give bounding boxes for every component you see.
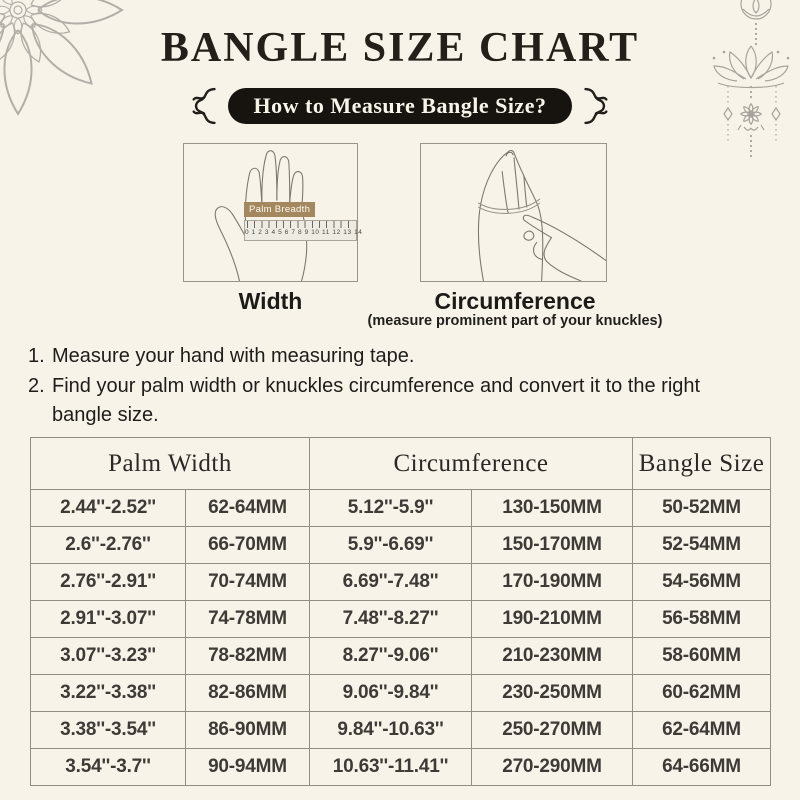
header-bangle-size: Bangle Size [633, 438, 771, 490]
table-row [31, 712, 771, 749]
table-cell: 3.22''-3.38'' [31, 675, 186, 712]
palm-breadth-tag: Palm Breadth [244, 202, 315, 217]
table-cell: 64-66MM [633, 749, 771, 786]
table-cell: 5.9''-6.69'' [310, 527, 472, 564]
table-cell: 3.07''-3.23'' [31, 638, 186, 675]
header-palm-width: Palm Width [31, 438, 310, 490]
table-row [31, 638, 771, 675]
table-cell: 250-270MM [472, 712, 633, 749]
table-cell: 74-78MM [186, 601, 310, 638]
table-cell: 210-230MM [472, 638, 633, 675]
step-number: 1. [28, 345, 45, 367]
table-cell: 3.38''-3.54'' [31, 712, 186, 749]
table-cell: 62-64MM [186, 490, 310, 527]
ruler-ticks [247, 221, 354, 228]
right-squiggle-icon [579, 85, 611, 127]
table-cell: 7.48''-8.27'' [310, 601, 472, 638]
circumference-illustration-box [420, 143, 607, 282]
ruler-numbers: 0 1 2 3 4 5 6 7 8 9 10 11 12 13 14 [245, 229, 363, 236]
page-title: BANGLE SIZE CHART [160, 25, 640, 71]
table-cell: 3.54''-3.7'' [31, 749, 186, 786]
table-header-row [31, 438, 771, 490]
table-cell: 170-190MM [472, 564, 633, 601]
banner-row [0, 85, 800, 127]
table-cell: 78-82MM [186, 638, 310, 675]
table-cell: 66-70MM [186, 527, 310, 564]
table-cell: 10.63''-11.41'' [310, 749, 472, 786]
table-row [31, 749, 771, 786]
pinched-hand-tape-icon [421, 144, 606, 281]
instruction-step-2 [28, 372, 773, 430]
table-row [31, 490, 771, 527]
table-cell: 270-290MM [472, 749, 633, 786]
bangle-size-table [30, 437, 771, 786]
width-illustration-box [183, 143, 363, 282]
instruction-step-1 [28, 342, 773, 371]
table-cell: 86-90MM [186, 712, 310, 749]
table-cell: 50-52MM [633, 490, 771, 527]
table-cell: 9.84''-10.63'' [310, 712, 472, 749]
instruction-list [28, 342, 773, 431]
table-cell: 6.69''-7.48'' [310, 564, 472, 601]
circumference-note: (measure prominent part of your knuckles) [367, 313, 663, 329]
table-cell: 54-56MM [633, 564, 771, 601]
table-cell: 190-210MM [472, 601, 633, 638]
table-cell: 62-64MM [633, 712, 771, 749]
table-cell: 5.12''-5.9'' [310, 490, 472, 527]
step-text: Measure your hand with measuring tape. [52, 345, 415, 367]
circumference-label: Circumference [434, 288, 596, 314]
step-text: Find your palm width or knuckles circumference and convert it to the right bangle size. [52, 375, 701, 426]
table-row [31, 564, 771, 601]
table-row [31, 527, 771, 564]
table-row [31, 675, 771, 712]
table-cell: 130-150MM [472, 490, 633, 527]
step-number: 2. [28, 375, 45, 397]
table-cell: 8.27''-9.06'' [310, 638, 472, 675]
table-cell: 230-250MM [472, 675, 633, 712]
table-cell: 2.91''-3.07'' [31, 601, 186, 638]
table-cell: 82-86MM [186, 675, 310, 712]
table-cell: 150-170MM [472, 527, 633, 564]
table-cell: 56-58MM [633, 601, 771, 638]
table-cell: 70-74MM [186, 564, 310, 601]
how-to-measure-banner: How to Measure Bangle Size? [228, 88, 573, 124]
table-cell: 9.06''-9.84'' [310, 675, 472, 712]
table-cell: 2.6''-2.76'' [31, 527, 186, 564]
table-cell: 60-62MM [633, 675, 771, 712]
width-label: Width [238, 288, 303, 314]
table-row [31, 601, 771, 638]
measuring-ruler [244, 220, 363, 241]
table-cell: 2.44''-2.52'' [31, 490, 186, 527]
table-cell: 90-94MM [186, 749, 310, 786]
table-cell: 2.76''-2.91'' [31, 564, 186, 601]
table-cell: 52-54MM [633, 527, 771, 564]
left-squiggle-icon [189, 85, 221, 127]
table-cell: 58-60MM [633, 638, 771, 675]
header-circumference: Circumference [310, 438, 633, 490]
